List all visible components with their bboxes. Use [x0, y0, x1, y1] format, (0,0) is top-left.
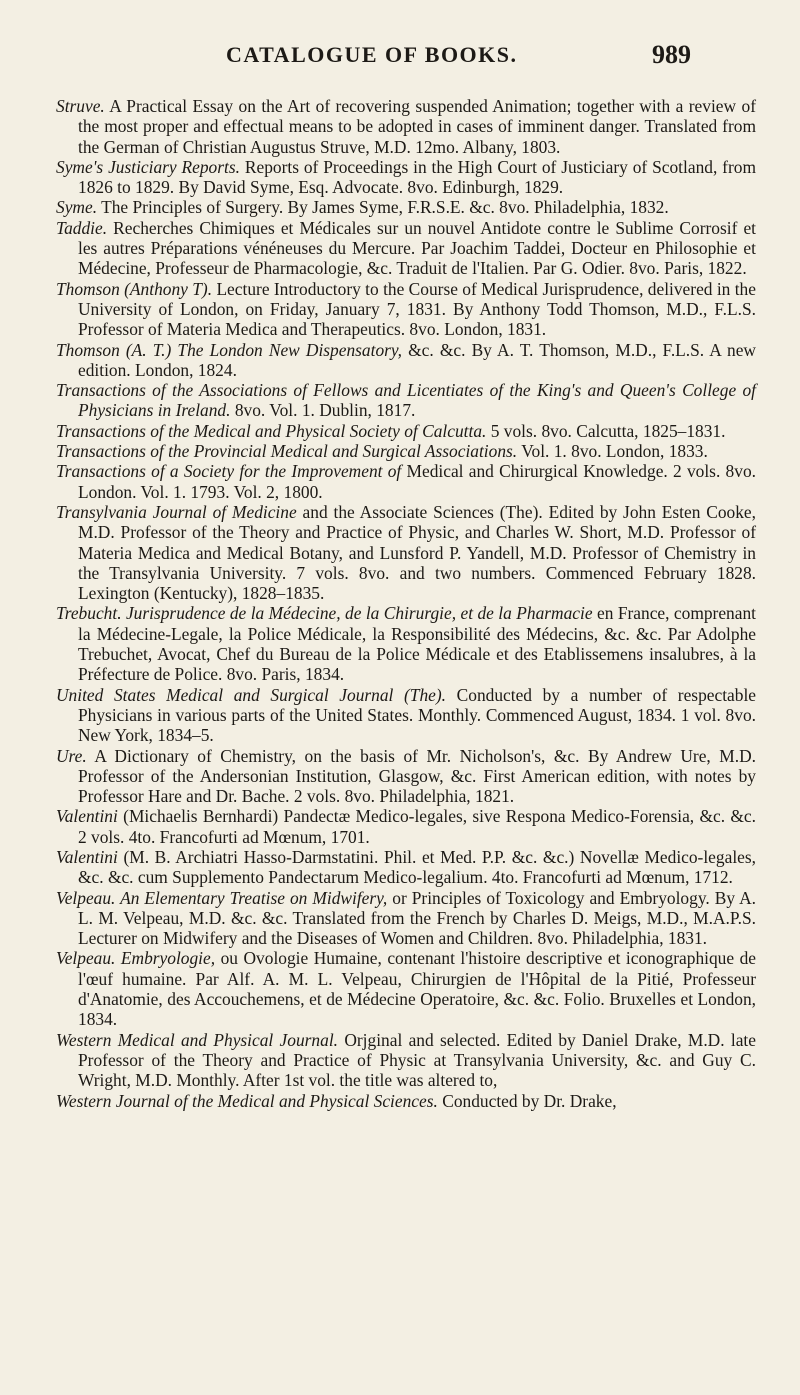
- entry-lead: Struve.: [56, 96, 105, 116]
- entry-lead: Transactions of the Provincial Medical and Surgical Associations.: [56, 441, 518, 462]
- entry-lead: Transactions of the Associations of Fellows and Licentiates of the King's and Queen's College of Physicians in Ireland.: [56, 380, 756, 421]
- entry-text: Conducted by a number of respectable Physicians in various parts of the United States. Monthly. Commenced August, 1834. 1 vol. 8vo. New York, 1834–5.: [78, 684, 756, 746]
- entry-lead: Transylvania Journal of Medicine: [56, 501, 297, 522]
- entry-lead: Transactions of a Society for the Improvement of: [56, 461, 402, 482]
- entry-text: Orjginal and selected. Edited by Daniel Drake, M.D. late Professor of the Theory and Practice of Physic at Transylvania University, &c. and Guy C. Wright, M.D. Monthly. After 1st vol. the title was altered to,: [78, 1029, 756, 1091]
- catalogue-entry: [56, 603, 756, 684]
- entry-text: (M. B. Archiatri Hasso-Darmstatini. Phil. et Med. P.P. &c. &c.) Novellæ Medico-legales, &c. &c. cum Supplemento Pandectarum Medico-legalium. 4to. Francofurti ad Mœnum, 1712.: [78, 846, 756, 888]
- entry-text: Conducted by Dr. Drake,: [442, 1090, 617, 1111]
- entry-lead: Western Medical and Physical Journal.: [56, 1029, 339, 1050]
- page-header-title: CATALOGUE OF BOOKS.: [226, 42, 518, 67]
- entry-text: Recherches Chimiques et Médicales sur un nouvel Antidote contre le Sublime Corrosif et les autres Préparations vénéneuses du Mercure. Par Joachim Taddei, Docteur en Philosophie et Médecine, Professeur de Pharmacologie, &c. Traduit de l'Italien. Par G. Odier. 8vo. Paris, 1822.: [78, 217, 756, 279]
- entry-lead: Velpeau. An Elementary Treatise on Midwifery,: [56, 887, 388, 908]
- entry-lead: Velpeau. Embryologie,: [56, 948, 216, 969]
- entry-text: ou Ovologie Humaine, contenant l'histoire descriptive et iconographique de l'œuf humaine. Par Alf. A. M. L. Velpeau, Chirurgien de l'Hôpital de la Pitié, Professeur d'Anatomie, des Accouchemens, et de Médecine Operatoire, &c. &c. Folio. Bruxelles et London, 1834.: [78, 948, 756, 1030]
- entry-lead: Syme.: [56, 197, 98, 218]
- entry-text: 5 vols. 8vo. Calcutta, 1825–1831.: [490, 420, 726, 441]
- catalogue-entry: [56, 806, 756, 847]
- catalogue-entry: [56, 746, 756, 807]
- catalogue-entry: [56, 421, 756, 441]
- entry-lead: Transactions of the Medical and Physical Society of Calcutta.: [56, 420, 487, 441]
- catalogue-entry: [56, 340, 756, 381]
- page-number: 989: [652, 40, 691, 69]
- entry-lead: Thomson (Anthony T).: [56, 278, 213, 299]
- entry-lead: Trebucht. Jurisprudence de la Médecine, de la Chirurgie, et de la Pharmacie: [56, 603, 593, 624]
- catalogue-entry: [56, 441, 756, 461]
- catalogue-entry: [56, 197, 756, 217]
- entry-lead: Ure.: [56, 745, 87, 766]
- entry-text: (Michaelis Bernhardi) Pandectæ Medico-legales, sive Respona Medico-Forensia, &c. &c. 2 vols. 4to. Francofurti ad Mœnum, 1701.: [78, 806, 756, 847]
- catalogue-entry: [56, 461, 756, 502]
- catalogue-entry: [56, 847, 756, 888]
- entry-text: and the Associate Sciences (The). Edited by John Esten Cooke, M.D. Professor of the Theory and Practice of Physic, and Charles W. Short, M.D. Professor of Materia Medica and Medical Botany, and Lunsford P. Yandell, M.D. Professor of Chemistry in the Transylvania University. 7 vols. 8vo. and two numbers. Commenced February 1828. Lexington (Kentucky), 1828–1835.: [78, 501, 756, 604]
- catalogue-entry: [56, 218, 756, 279]
- entry-text: en France, comprenant la Médecine-Legale, la Police Médicale, la Responsibilité des Médecins, &c. &c. Par Adolphe Trebuchet, Avocat, Chef du Bureau de la Police Médicale et des Etablissemens insalubres, à la Préfecture de Police. 8vo. Paris, 1834.: [78, 603, 756, 685]
- catalogue-entries: [56, 96, 756, 1111]
- entry-text: A Dictionary of Chemistry, on the basis of Mr. Nicholson's, &c. By Andrew Ure, M.D. Professor of the Andersonian Institution, Glasgow, &c. First American edition, with notes by Professor Hare and Dr. Bache. 2 vols. 8vo. Philadelphia, 1821.: [78, 745, 756, 807]
- entry-text: A Practical Essay on the Art of recovering suspended Animation; together with a review of the most proper and effectual means to be adopted in cases of imminent danger. Translated from the German of Christian Augustus Struve, M.D. 12mo. Albany, 1803.: [78, 96, 756, 157]
- entry-text: or Principles of Toxicology and Embryology. By A. L. M. Velpeau, M.D. &c. &c. Translated from the French by Charles D. Meigs, M.D., M.A.P.S. Lecturer on Midwifery and the Diseases of Women and Children. 8vo. Philadelphia, 1831.: [78, 887, 756, 949]
- catalogue-entry: [56, 157, 756, 198]
- catalogue-entry: [56, 1091, 756, 1111]
- catalogue-entry: [56, 380, 756, 421]
- entry-lead: Valentini: [56, 846, 118, 867]
- catalogue-entry: [56, 685, 756, 746]
- catalogue-entry: [56, 96, 756, 157]
- entry-lead: Valentini: [56, 806, 118, 827]
- catalogue-entry: [56, 948, 756, 1029]
- entry-text: Lecture Introductory to the Course of Medical Jurisprudence, delivered in the University of London, on Friday, January 7, 1831. By Anthony Todd Thomson, M.D., F.L.S. Professor of Materia Medica and Therapeutics. 8vo. London, 1831.: [78, 278, 756, 340]
- entry-text: &c. &c. By A. T. Thomson, M.D., F.L.S. A new edition. London, 1824.: [78, 339, 756, 380]
- catalogue-entry: [56, 279, 756, 340]
- catalogue-entry: [56, 502, 756, 603]
- entry-text: Vol. 1. 8vo. London, 1833.: [521, 441, 708, 462]
- catalogue-entry: [56, 1030, 756, 1091]
- entry-lead: Western Journal of the Medical and Physical Sciences.: [56, 1090, 438, 1111]
- entry-lead: Taddie.: [56, 217, 108, 238]
- entry-text: The Principles of Surgery. By James Syme, F.R.S.E. &c. 8vo. Philadelphia, 1832.: [101, 197, 669, 218]
- entry-lead: Syme's Justiciary Reports.: [56, 156, 240, 177]
- entry-text: 8vo. Vol. 1. Dublin, 1817.: [234, 400, 416, 421]
- running-head: [0, 42, 800, 76]
- entry-lead: Thomson (A. T.) The London New Dispensatory,: [56, 339, 403, 360]
- entry-text: Reports of Proceedings in the High Court of Justiciary of Scotland, from 1826 to 1829. By David Syme, Esq. Advocate. 8vo. Edinburgh, 1829.: [78, 156, 756, 198]
- entry-text: Medical and Chirurgical Knowledge. 2 vols. 8vo. London. Vol. 1. 1793. Vol. 2, 1800.: [78, 461, 756, 502]
- catalogue-entry: [56, 888, 756, 949]
- entry-lead: United States Medical and Surgical Journal (The).: [56, 684, 447, 705]
